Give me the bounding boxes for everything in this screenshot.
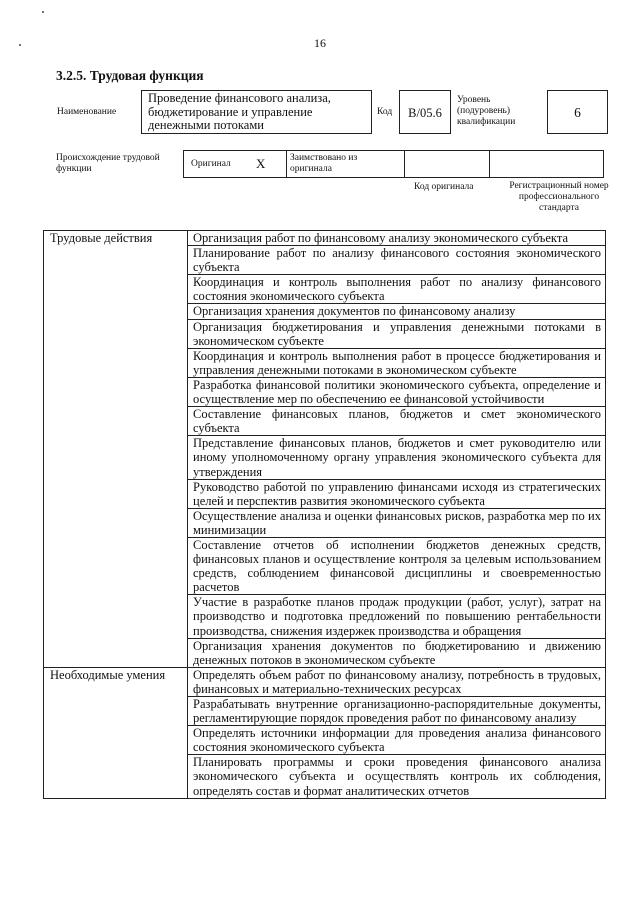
labor-actions-label: Трудовые действия — [44, 231, 188, 668]
required-skills-item: Определять источники информации для проведения анализа финансового состояния экономического субъекта — [188, 726, 606, 755]
required-skills-item: Разрабатывать внутренние организационно-распорядительные документы, регламентирующие порядок проведения работ по финансовому анализу — [188, 697, 606, 726]
required-skills-item: Определять объем работ по финансовому анализу, потребность в трудовых, финансовых и материально-технических ресурсах — [188, 667, 606, 696]
labor-actions-item: Участие в разработке планов продаж продукции (работ, услуг), затрат на производство и подготовка предложений по повышению рентабельности производства, снижения издержек производства и обращения — [188, 595, 606, 638]
labor-actions-item: Организация хранения документов по бюджетированию и движению денежных потоков в экономическом субъекте — [188, 638, 606, 667]
function-table-body — [44, 231, 606, 799]
labor-actions-item: Организация бюджетирования и управления денежными потоками в экономическом субъекте — [188, 319, 606, 348]
required-skills-item: Планировать программы и сроки проведения финансового анализа экономического субъекта и осуществлять контроль их соблюдения, определять состав и формат аналитических отчетов — [188, 755, 606, 798]
required-skills-label: Необходимые умения — [44, 667, 188, 798]
reg-number-label: Регистрационный номер профессионального стандарта — [509, 181, 609, 213]
code-original-label: Код оригинала — [414, 182, 474, 192]
labor-actions-item: Координация и контроль выполнения работ по анализу финансового состояния экономического субъекта — [188, 275, 606, 304]
labor-actions-item: Организация работ по финансовому анализу экономического субъекта — [188, 231, 606, 246]
scan-speck — [42, 11, 44, 13]
original-mark: X — [256, 156, 266, 171]
labor-actions-item: Представление финансовых планов, бюджетов и смет руководителю или иному уполномоченному органу управления экономического субъекта для утверждения — [188, 436, 606, 479]
origin-row — [183, 150, 604, 178]
labor-actions-item: Осуществление анализа и оценки финансовых рисков, разработка мер по их минимизации — [188, 508, 606, 537]
labor-actions-item: Разработка финансовой политики экономического субъекта, определение и осуществление мер по обеспечению ее финансовой устойчивости — [188, 377, 606, 406]
function-name-box: Проведение финансового анализа, бюджетирование и управление денежными потоками — [141, 90, 372, 134]
table-row — [44, 667, 606, 696]
labor-actions-item: Планирование работ по анализу финансового состояния экономического субъекта — [188, 246, 606, 275]
function-table — [43, 230, 606, 799]
code-label: Код — [377, 107, 393, 117]
scan-speck — [19, 44, 21, 46]
page-number: 16 — [314, 36, 326, 50]
original-cell — [183, 150, 287, 178]
qualification-level-box: 6 — [547, 90, 608, 134]
labor-actions-item: Составление отчетов об исполнении бюджетов денежных средств, финансовых планов и осуществление контроля за целевым использованием средств, соблюдением финансовой дисциплины и своевременностью расчетов — [188, 537, 606, 594]
original-label: Оригинал — [191, 159, 231, 169]
name-label: Наименование — [57, 107, 117, 117]
labor-actions-item: Координация и контроль выполнения работ в процессе бюджетирования и управления денежными потоками в экономическом субъекте — [188, 348, 606, 377]
table-row — [44, 231, 606, 246]
borrowed-cell: Заимствовано из оригинала — [287, 150, 405, 178]
section-title: 3.2.5. Трудовая функция — [56, 68, 204, 83]
reg-number-cell — [490, 150, 604, 178]
origin-label: Происхождение трудовой функции — [56, 153, 160, 174]
qualification-level-label: Уровень (подуровень) квалификации — [457, 95, 516, 127]
labor-actions-item: Составление финансовых планов, бюджетов и смет экономического субъекта — [188, 407, 606, 436]
code-original-cell — [405, 150, 490, 178]
code-value-box: В/05.6 — [399, 90, 451, 134]
labor-actions-item: Руководство работой по управлению финансами исходя из стратегических целей и перспектив развития экономического субъекта — [188, 479, 606, 508]
labor-actions-item: Организация хранения документов по финансовому анализу — [188, 304, 606, 319]
